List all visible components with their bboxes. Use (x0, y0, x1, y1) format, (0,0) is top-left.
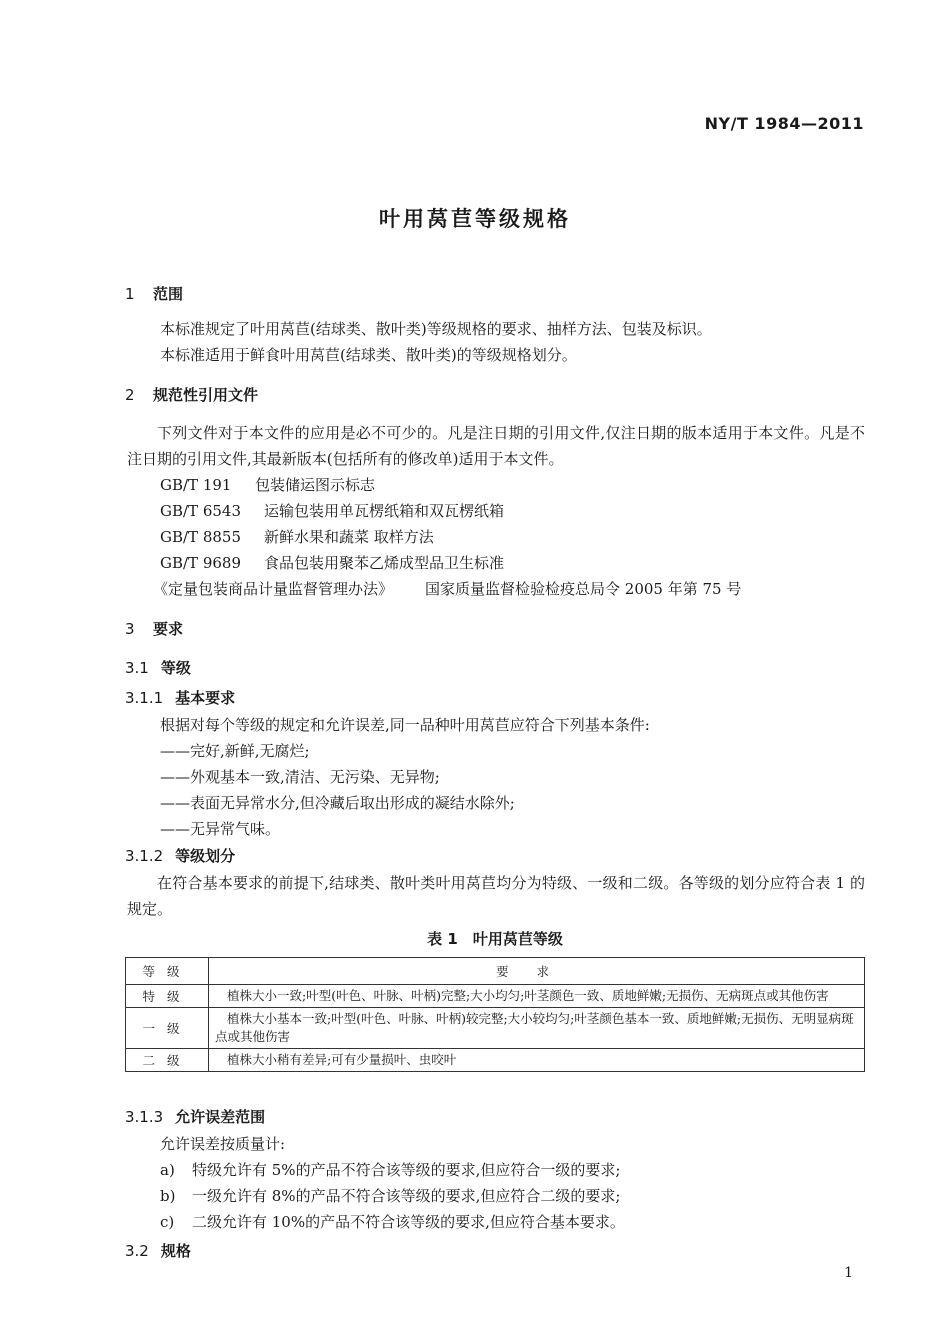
reference-item (160, 498, 504, 524)
reference-item (160, 550, 504, 576)
basic-requirements-intro: 根据对每个等级的规定和允许误差,同一品种叶用莴苣应符合下列基本条件: (160, 716, 650, 734)
section-title: 允许误差范围 (175, 1108, 266, 1126)
reference-code: GB/T 9689 (160, 554, 242, 572)
reference-name: 食品包装用聚苯乙烯成型品卫生标准 (264, 554, 505, 572)
reference-name: 包装储运图示标志 (255, 476, 376, 494)
table-header-cell: 等级 (126, 958, 209, 985)
section-number: 3.1.2 (125, 847, 164, 865)
tolerance-item (160, 1209, 625, 1235)
section-number: 1 (125, 285, 135, 303)
reference-code: GB/T 191 (160, 476, 232, 494)
grade-cell: 二级 (126, 1049, 209, 1072)
table-header-row (126, 958, 865, 985)
requirement-cell: 植株大小稍有差异;可有少量损叶、虫咬叶 (209, 1049, 865, 1072)
tolerance-item (160, 1157, 620, 1183)
basic-requirement-item: ——完好,新鲜,无腐烂; (160, 742, 310, 760)
table-row (126, 1049, 865, 1072)
reference-name: 新鲜水果和蔬菜 取样方法 (264, 528, 434, 546)
section-3-heading (125, 618, 183, 639)
reference-name: 国家质量监督检验检疫总局令 2005 年第 75 号 (425, 580, 742, 598)
table-row (126, 1008, 865, 1049)
scope-paragraph-1: 本标准规定了叶用莴苣(结球类、散叶类)等级规格的要求、抽样方法、包装及标识。 (160, 320, 712, 338)
basic-requirement-item: ——外观基本一致,清洁、无污染、无异物; (160, 768, 440, 786)
tolerance-item (160, 1183, 620, 1209)
section-number: 3.1.1 (125, 689, 164, 707)
reference-code: 《定量包装商品计量监督管理办法》 (153, 580, 394, 598)
document-title: 叶用莴苣等级规格 (379, 207, 571, 231)
section-2-heading (125, 384, 258, 405)
section-title: 规格 (160, 1242, 191, 1260)
reference-item (160, 472, 375, 498)
section-3-1-2-heading (125, 845, 235, 866)
tolerance-intro: 允许误差按质量计: (160, 1135, 286, 1153)
reference-item (160, 524, 434, 550)
section-3-2-heading (125, 1240, 191, 1261)
section-3-1-3-heading (125, 1106, 265, 1127)
grade-table (125, 957, 865, 1072)
table-header-cell: 要求 (209, 958, 865, 985)
section-number: 3 (125, 620, 135, 638)
item-text: 一级允许有 8%的产品不符合该等级的要求,但应符合二级的要求; (192, 1187, 621, 1205)
page-number: 1 (844, 1265, 853, 1281)
grade-cell: 一级 (126, 1008, 209, 1049)
basic-requirement-item: ——无异常气味。 (160, 820, 281, 838)
reference-code: GB/T 8855 (160, 528, 242, 546)
grading-paragraph: 在符合基本要求的前提下,结球类、散叶类叶用莴苣均分为特级、一级和二级。各等级的划分应符合表 1 的规定。 (127, 874, 865, 918)
table-row (126, 985, 865, 1008)
section-3-1-heading (125, 657, 191, 678)
section-3-1-1-heading (125, 687, 235, 708)
item-label: a) (160, 1161, 175, 1179)
reference-name: 运输包装用单瓦楞纸箱和双瓦楞纸箱 (264, 502, 505, 520)
reference-code: GB/T 6543 (160, 502, 242, 520)
references-intro: 下列文件对于本文件的应用是必不可少的。凡是注日期的引用文件,仅注日期的版本适用于本文件。凡是不注日期的引用文件,其最新版本(包括所有的修改单)适用于本文件。 (127, 424, 865, 468)
table-caption: 表 1 叶用莴苣等级 (427, 930, 563, 948)
grade-cell: 特级 (126, 985, 209, 1008)
reference-item (153, 576, 741, 602)
requirement-cell: 植株大小基本一致;叶型(叶色、叶脉、叶柄)较完整;大小较均匀;叶茎颜色基本一致、质地鲜嫩;无损伤、无明显病斑点或其他伤害 (209, 1008, 865, 1049)
section-title: 范围 (153, 285, 184, 303)
scope-paragraph-2: 本标准适用于鲜食叶用莴苣(结球类、散叶类)的等级规格划分。 (160, 346, 577, 364)
section-number: 3.1 (125, 659, 149, 677)
section-title: 要求 (153, 620, 184, 638)
section-title: 基本要求 (175, 689, 236, 707)
section-title: 等级 (160, 659, 191, 677)
section-number: 2 (125, 386, 135, 404)
section-number: 3.1.3 (125, 1108, 164, 1126)
section-number: 3.2 (125, 1242, 149, 1260)
item-label: c) (160, 1213, 175, 1231)
standard-code: NY/T 1984—2011 (704, 114, 864, 133)
requirement-cell: 植株大小一致;叶型(叶色、叶脉、叶柄)完整;大小均匀;叶茎颜色一致、质地鲜嫩;无损伤、无病斑点或其他伤害 (209, 985, 865, 1008)
item-text: 二级允许有 10%的产品不符合该等级的要求,但应符合基本要求。 (192, 1213, 625, 1231)
item-label: b) (160, 1187, 176, 1205)
section-1-heading (125, 283, 183, 304)
section-title: 等级划分 (175, 847, 236, 865)
basic-requirement-item: ——表面无异常水分,但冷藏后取出形成的凝结水除外; (160, 794, 515, 812)
section-title: 规范性引用文件 (153, 386, 259, 404)
item-text: 特级允许有 5%的产品不符合该等级的要求,但应符合一级的要求; (192, 1161, 621, 1179)
